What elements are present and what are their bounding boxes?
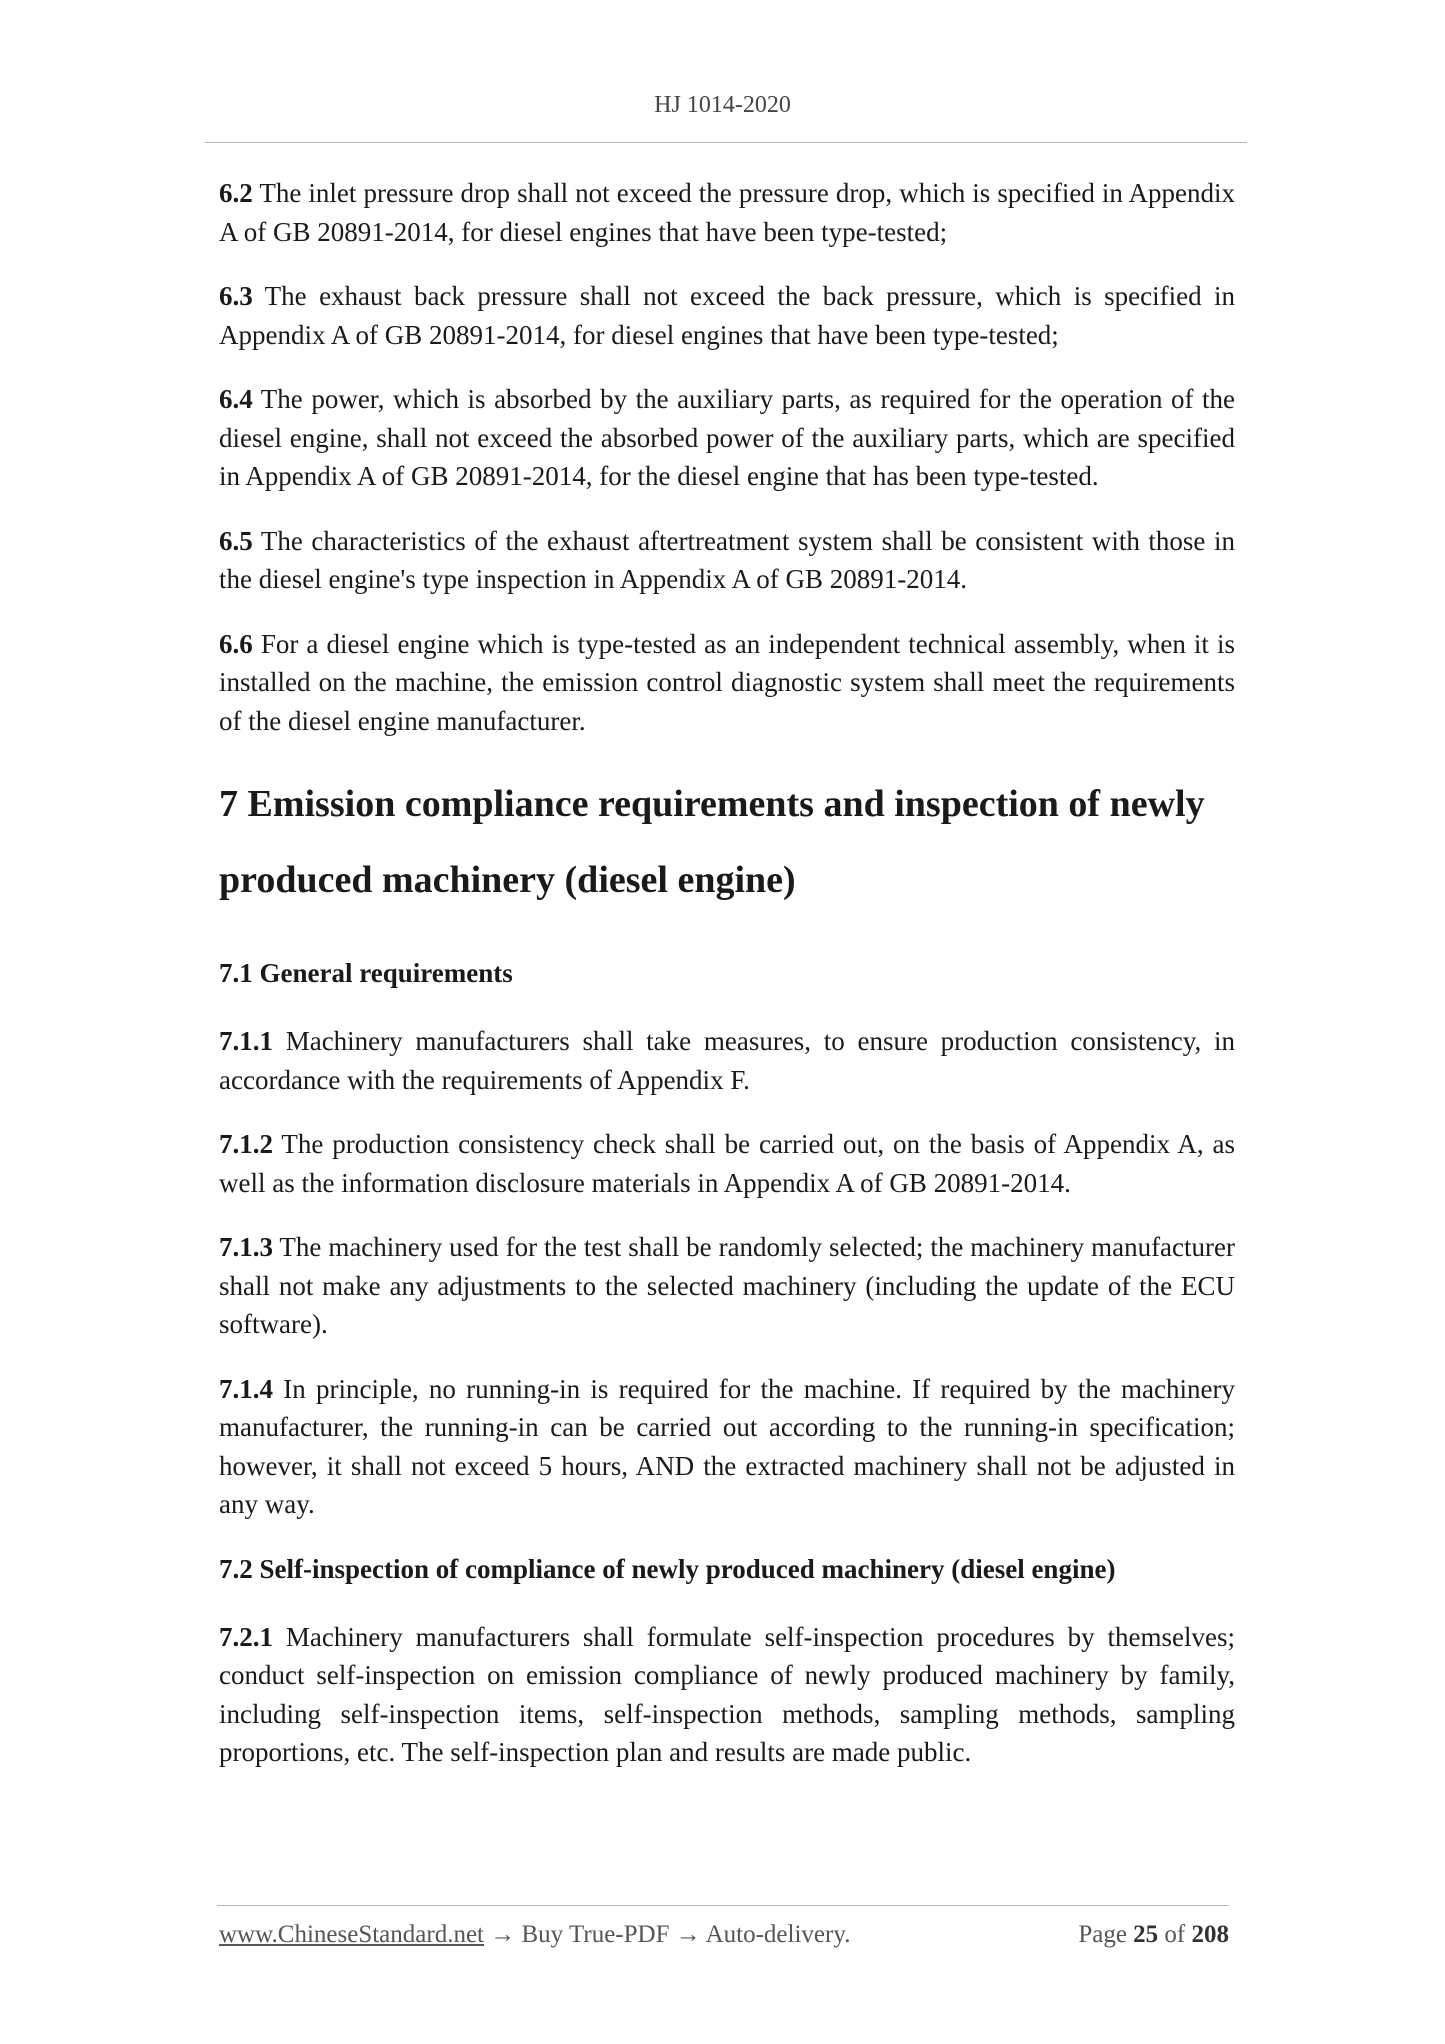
clause-number: 7.1.4 bbox=[219, 1373, 273, 1404]
page-total: 208 bbox=[1191, 1921, 1229, 1948]
page-body bbox=[219, 174, 1235, 1798]
clause-number: 7.1.2 bbox=[219, 1129, 273, 1159]
clause-text: The power, which is absorbed by the auxiliary parts, as required for the operation of the diesel engine, shall not exceed the absorbed power of the auxiliary parts, which are specified in Appendix A of GB 20891-2014, for the diesel engine that has been type-tested. bbox=[219, 384, 1235, 491]
clause-7-1-3 bbox=[219, 1228, 1235, 1344]
clause-text: The exhaust back pressure shall not exceed the back pressure, which is specified in Appendix A of GB 20891-2014, for diesel engines that have been type-tested; bbox=[219, 281, 1235, 350]
clause-text: The machinery used for the test shall be randomly selected; the machinery manufacturer shall not make any adjustments to the selected machinery (including the update of the ECU software). bbox=[219, 1232, 1235, 1339]
clause-7-2-1 bbox=[219, 1618, 1235, 1772]
clause-number: 7.1.1 bbox=[219, 1026, 273, 1056]
clause-7-1-2 bbox=[219, 1125, 1235, 1202]
clause-text: The inlet pressure drop shall not exceed the pressure drop, which is specified in Appendix A of GB 20891-2014, for diesel engines that have been type-tested; bbox=[219, 178, 1235, 247]
footer-promo bbox=[219, 1921, 850, 1949]
page-label: Page bbox=[1078, 1921, 1134, 1948]
clause-6-5 bbox=[219, 522, 1235, 599]
running-header: HJ 1014-2020 bbox=[654, 92, 791, 118]
page-indicator bbox=[1078, 1921, 1229, 1949]
site-link[interactable]: www.ChineseStandard.net bbox=[219, 1921, 484, 1948]
clause-6-4 bbox=[219, 380, 1235, 496]
clause-number: 7.1.3 bbox=[219, 1232, 273, 1262]
clause-number: 6.2 bbox=[219, 178, 253, 208]
section-7-heading: 7 Emission compliance requirements and inspection of newly produced machinery (diesel engine) bbox=[219, 783, 1205, 901]
page-of: of bbox=[1158, 1921, 1192, 1948]
clause-text: For a diesel engine which is type-tested as an independent technical assembly, when it is installed on the machine, the emission control diagnostic system shall meet the requirements of the diesel engine manufacturer. bbox=[219, 628, 1235, 736]
clause-6-6 bbox=[219, 625, 1235, 741]
clause-text: Machinery manufacturers shall take measures, to ensure production consistency, in accordance with the requirements of Appendix F. bbox=[219, 1026, 1235, 1095]
clause-text: In principle, no running-in is required for the machine. If required by the machinery manufacturer, the running-in can be carried out according to the running-in specification; however, it shall not exceed 5 hours, AND the extracted machinery shall not be adjusted in any way. bbox=[219, 1373, 1235, 1519]
clause-7-1-1 bbox=[219, 1022, 1235, 1099]
clause-number: 7.2.1 bbox=[219, 1621, 273, 1652]
page-current: 25 bbox=[1133, 1921, 1159, 1948]
clause-text: The production consistency check shall be carried out, on the basis of Appendix A, as well as the information disclosure materials in Appendix A of GB 20891-2014. bbox=[219, 1129, 1235, 1198]
clause-7-1-4 bbox=[219, 1370, 1235, 1524]
header-divider bbox=[205, 142, 1247, 143]
clause-text: The characteristics of the exhaust aftertreatment system shall be consistent with those in the diesel engine's type inspection in Appendix A of GB 20891-2014. bbox=[219, 525, 1235, 594]
clause-text: Machinery manufacturers shall formulate self-inspection procedures by themselves; conduct self-inspection on emission compliance of newly produced machinery by family, including self-inspection items, self-inspection methods, sampling methods, sampling proportions, etc. The self-inspection plan and results are made public. bbox=[219, 1621, 1235, 1767]
clause-6-3 bbox=[219, 277, 1235, 354]
promo-text: → Buy True-PDF → Auto-delivery. bbox=[484, 1921, 851, 1948]
clause-6-2 bbox=[219, 174, 1235, 251]
subsection-7-2-heading: 7.2 Self-inspection of compliance of newly produced machinery (diesel engine) bbox=[219, 1553, 1116, 1584]
subsection-7-1-heading: 7.1 General requirements bbox=[219, 958, 513, 988]
clause-number: 6.3 bbox=[219, 281, 253, 311]
clause-number: 6.5 bbox=[219, 525, 253, 556]
footer-divider bbox=[217, 1905, 1229, 1906]
clause-number: 6.6 bbox=[219, 628, 253, 659]
clause-number: 6.4 bbox=[219, 384, 253, 414]
